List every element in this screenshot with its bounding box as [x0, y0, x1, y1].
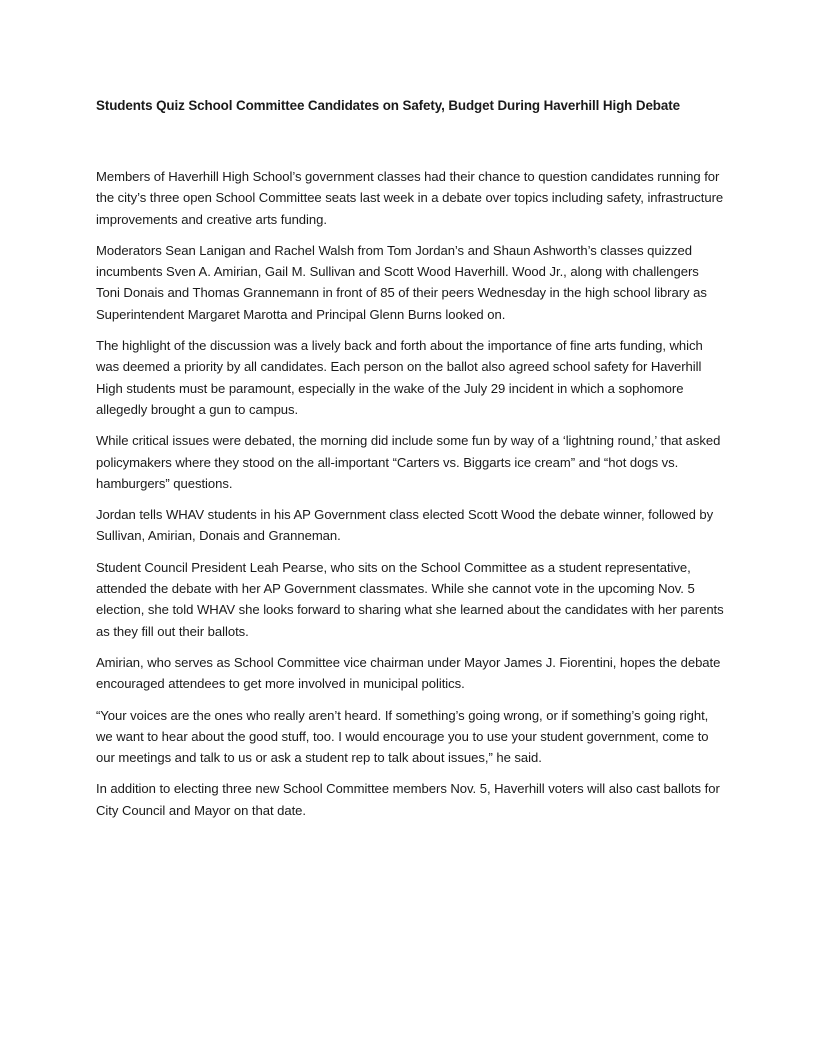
article-paragraph-7: Amirian, who serves as School Committee vice chairman under Mayor James J. Fiorentini, hopes the debate encouraged attendees to get more involved in municipal politics. — [96, 654, 721, 692]
article-paragraph-4: While critical issues were debated, the morning did include some fun by way of a ‘lightning round,’ that asked policymakers where they stood on the all-important “Carters vs. Biggarts ice cream” and “hot dogs vs. hamburgers” questions. — [96, 433, 721, 491]
article-paragraph-9: In addition to electing three new School Committee members Nov. 5, Haverhill voters will also cast ballots for City Council and Mayor on that date. — [96, 781, 720, 818]
article-paragraph-6: Student Council President Leah Pearse, who sits on the School Committee as a student representative, attended the debate with her AP Government classmates. While she cannot vote in the upcoming Nov. 5 election, she told WHAV she looks forward to sharing what she learned about the candidates with her parents as they fill out their ballots. — [96, 559, 724, 639]
article-paragraph-8: “Your voices are the ones who really aren’t heard. If something’s going wrong, or if something’s going right, we want to hear about the good stuff, too. I would encourage you to use your student government, come to our meetings and talk to us or ask a student rep to talk about issues,” he said. — [96, 707, 709, 766]
article-paragraph-3: The highlight of the discussion was a lively back and forth about the importance of fine arts funding, which was deemed a priority by all candidates. Each person on the ballot also agreed school safety for Haverhill High students must be paramount, especially in the wake of the July 29 incident in which a sophomore allegedly brought a gun to campus. — [96, 338, 703, 417]
article-paragraph-5: Jordan tells WHAV students in his AP Government class elected Scott Wood the debate winner, followed by Sullivan, Amirian, Donais and Granneman. — [96, 507, 714, 544]
article-title: Students Quiz School Committee Candidates on Safety, Budget During Haverhill High Debate — [96, 98, 680, 113]
article-body — [96, 166, 724, 821]
document-page — [96, 96, 724, 831]
article-paragraph-2: Moderators Sean Lanigan and Rachel Walsh from Tom Jordan’s and Shaun Ashworth’s classes quizzed incumbents Sven A. Amirian, Gail M. Sullivan and Scott Wood Haverhill. Wood Jr., along with challengers Toni Donais and Thomas Grannemann in front of 85 of their peers Wednesday in the high school library as Superintendent Margaret Marotta and Principal Glenn Burns looked on. — [96, 242, 707, 322]
article-paragraph-1: Members of Haverhill High School’s government classes had their chance to question candidates running for the city’s three open School Committee seats last week in a debate over topics including safety, infrastructure improvements and creative arts funding. — [96, 169, 724, 227]
